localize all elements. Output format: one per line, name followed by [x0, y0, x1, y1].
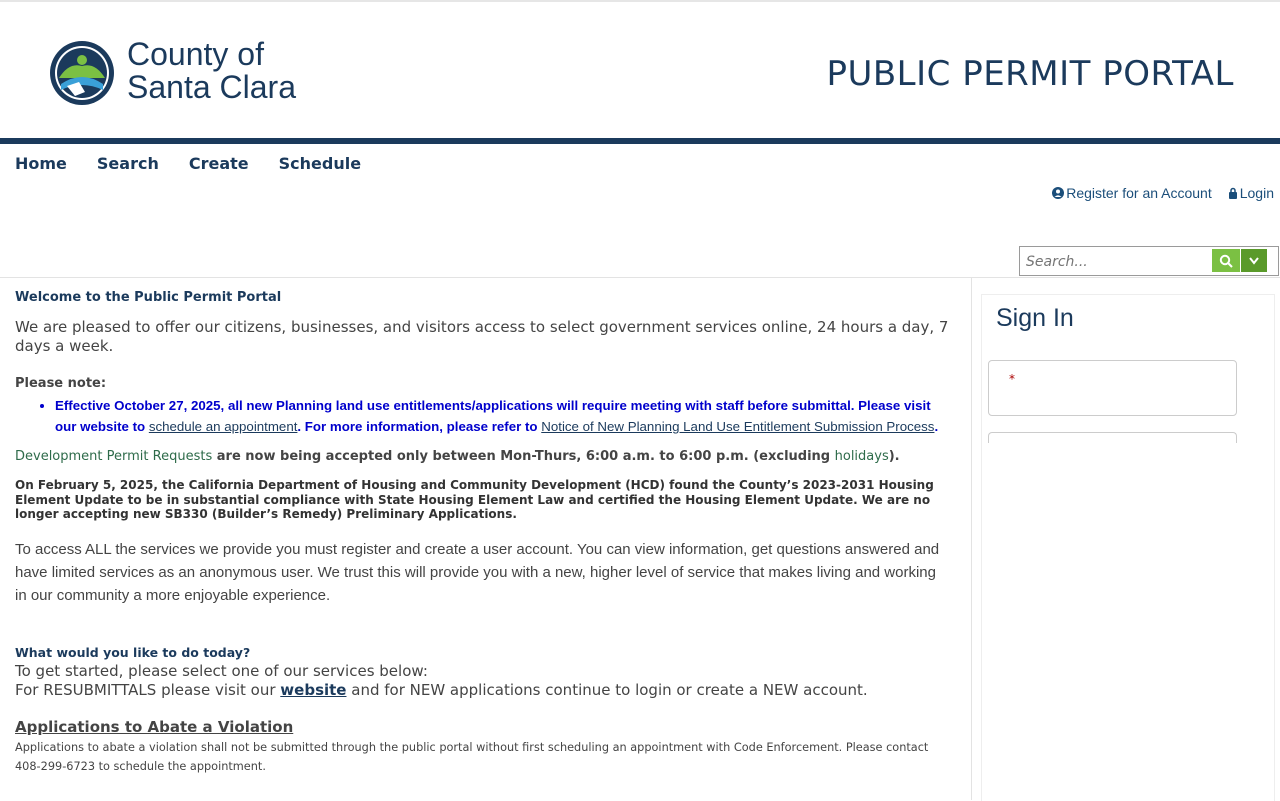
column-divider [971, 278, 972, 800]
account-links [1052, 185, 1274, 201]
dev-permit-end: ). [888, 449, 900, 464]
schedule-appointment-link[interactable]: schedule an appointment [148, 419, 298, 434]
note-list [15, 395, 950, 437]
resubmittal-website-link[interactable]: website [280, 680, 347, 699]
dev-permit-text: are now being accepted only between Mon-Thurs, 6:00 a.m. to 6:00 p.m. (excluding [212, 449, 835, 464]
get-started-line: To get started, please select one of our services below: [15, 661, 428, 680]
password-field[interactable] [988, 432, 1237, 443]
login-link[interactable] [1228, 185, 1274, 201]
note-text-1: Effective October 27, 2025, all new Planning land use entitlements/applications will require meeting with staff before submittal. Please visit our website to [55, 398, 931, 434]
content-divider [0, 277, 1280, 278]
county-logo[interactable] [49, 36, 299, 110]
holidays-link[interactable]: holidays [834, 449, 889, 464]
intro-text: We are pleased to offer our citizens, businesses, and visitors access to select government services online, 24 hours a day, 7 days a week. [15, 318, 949, 355]
dev-permit-notice [15, 449, 950, 464]
hcd-notice: On February 5, 2025, the California Department of Housing and Community Development (HCD) found the County’s 2023-2031 Housing Element Update to be in substantial compliance with State Housing Element Law and certified the Housing Element Update. We are no longer accepting new SB330 (Builder’s Remedy) Preliminary Applications. [15, 478, 934, 521]
resub-text-2: and for NEW applications continue to login or create a NEW account. [346, 680, 868, 699]
chevron-down-icon [1249, 257, 1259, 265]
lock-icon [1228, 187, 1238, 199]
main-content [15, 290, 950, 776]
county-name-line2: Santa Clara [127, 69, 296, 105]
note-text-2: . For more information, please refer to [297, 419, 542, 434]
search-icon [1219, 254, 1233, 268]
header-divider [0, 138, 1280, 144]
site-header [0, 2, 1280, 138]
resub-text-1: For RESUBMITTALS please visit our [15, 680, 281, 699]
nav-create[interactable]: Create [188, 154, 249, 173]
county-name [127, 38, 296, 104]
note-heading: Please note: [15, 376, 107, 391]
portal-title: PUBLIC PERMIT PORTAL [826, 54, 1234, 94]
search-input[interactable] [1024, 250, 1214, 274]
note-item [55, 395, 950, 437]
required-marker: * [1009, 372, 1015, 386]
signin-heading: Sign In [996, 304, 1074, 332]
get-started-text [15, 662, 950, 700]
nav-home[interactable]: Home [15, 154, 67, 173]
county-seal-icon [49, 40, 115, 106]
register-link[interactable] [1052, 185, 1212, 201]
abate-text: Applications to abate a violation shall not be submitted through the public portal without first scheduling an appointment with Code Enforcement. Please contact 408-299-6723 to schedule the appointment. [15, 740, 929, 773]
access-text: To access ALL the services we provide you must register and create a user account. You can view information, get questions answered and have limited services as an anonymous user. We trust this will provide you with a new, higher level of service that makes living and working in our community a more enjoyable experience. [15, 540, 940, 604]
county-name-line1: County of [127, 36, 264, 72]
search-button[interactable] [1212, 249, 1240, 272]
register-link-label: Register for an Account [1066, 185, 1212, 201]
main-nav [15, 154, 361, 173]
welcome-heading: Welcome to the Public Permit Portal [15, 290, 282, 305]
global-search [1019, 246, 1279, 276]
abate-heading[interactable]: Applications to Abate a Violation [15, 717, 294, 736]
nav-search[interactable]: Search [96, 154, 159, 173]
login-link-label: Login [1239, 185, 1274, 201]
search-options-button[interactable] [1241, 249, 1267, 272]
note-text-3: . [934, 419, 939, 434]
dev-permit-link[interactable]: Development Permit Requests [15, 449, 213, 464]
what-heading: What would you like to do today? [15, 644, 251, 660]
nav-schedule[interactable]: Schedule [278, 154, 362, 173]
username-field[interactable] [988, 360, 1237, 416]
user-circle-icon [1052, 187, 1064, 199]
submission-process-link[interactable]: Notice of New Planning Land Use Entitlement Submission Process [541, 419, 935, 434]
